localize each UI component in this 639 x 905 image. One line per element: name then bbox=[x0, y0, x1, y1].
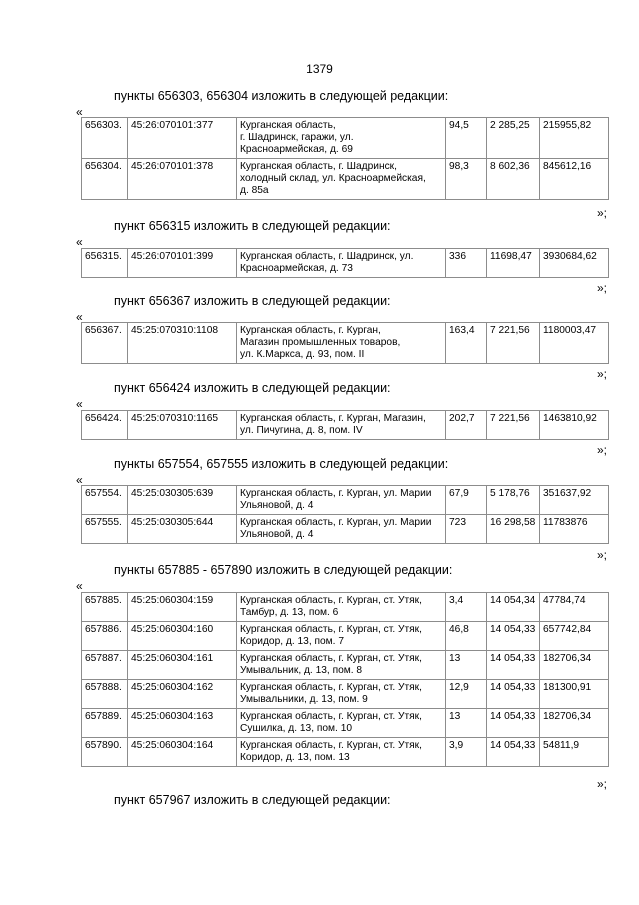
table-row bbox=[82, 593, 609, 622]
table-row bbox=[82, 411, 609, 440]
cell-price: 14 054,33 bbox=[487, 680, 540, 709]
cell-total: 11783876 bbox=[540, 515, 609, 544]
cell-total: 182706,34 bbox=[540, 651, 609, 680]
cell-area: 163,4 bbox=[446, 323, 487, 364]
table-row bbox=[82, 486, 609, 515]
table-row bbox=[82, 515, 609, 544]
cell-price: 2 285,25 bbox=[487, 118, 540, 159]
cell-number: 656304. bbox=[82, 159, 128, 200]
cell-address: Курганская область, г. Шадринск, ул. Красноармейская, д. 73 bbox=[237, 249, 446, 278]
cell-area: 98,3 bbox=[446, 159, 487, 200]
cell-cadastral: 45:25:070310:1165 bbox=[128, 411, 237, 440]
cell-number: 657890. bbox=[82, 738, 128, 767]
cell-number: 657555. bbox=[82, 515, 128, 544]
cell-address: Курганская область, г. Курган, Магазин, ул. Пичугина, д. 8, пом. IV bbox=[237, 411, 446, 440]
record-table bbox=[81, 248, 609, 278]
cell-price: 7 221,56 bbox=[487, 323, 540, 364]
cell-address: Курганская область, г. Курган, ст. Утяк, Коридор, д. 13, пом. 13 bbox=[237, 738, 446, 767]
cell-total: 1180003,47 bbox=[540, 323, 609, 364]
cell-address: Курганская область, г. Курган, ул. Марии Ульяновой, д. 4 bbox=[237, 515, 446, 544]
cell-address: Курганская область, г. Шадринск, гаражи, ул. Красноармейская, д. 69 bbox=[237, 118, 446, 159]
section-intro: пункты 657885 - 657890 изложить в следующей редакции: bbox=[114, 563, 453, 577]
table-row bbox=[82, 159, 609, 200]
quote-close: »; bbox=[597, 443, 608, 457]
record-table bbox=[81, 322, 609, 364]
section-intro: пункт 656424 изложить в следующей редакции: bbox=[114, 381, 391, 395]
table-row bbox=[82, 118, 609, 159]
record-table bbox=[81, 485, 609, 544]
section-intro: пункт 656315 изложить в следующей редакции: bbox=[114, 219, 391, 233]
quote-open: « bbox=[76, 473, 83, 487]
cell-price: 11698,47 bbox=[487, 249, 540, 278]
cell-number: 657885. bbox=[82, 593, 128, 622]
cell-total: 845612,16 bbox=[540, 159, 609, 200]
cell-address: Курганская область, г. Курган, Магазин промышленных товаров, ул. К.Маркса, д. 93, пом. II bbox=[237, 323, 446, 364]
cell-price: 8 602,36 bbox=[487, 159, 540, 200]
cell-price: 14 054,33 bbox=[487, 738, 540, 767]
cell-cadastral: 45:25:060304:161 bbox=[128, 651, 237, 680]
cell-total: 54811,9 bbox=[540, 738, 609, 767]
cell-cadastral: 45:25:030305:639 bbox=[128, 486, 237, 515]
quote-close: »; bbox=[597, 206, 608, 220]
record-table bbox=[81, 592, 609, 767]
cell-cadastral: 45:25:060304:159 bbox=[128, 593, 237, 622]
quote-close: »; bbox=[597, 367, 608, 381]
quote-open: « bbox=[76, 105, 83, 119]
cell-price: 7 221,56 bbox=[487, 411, 540, 440]
cell-price: 14 054,34 bbox=[487, 593, 540, 622]
cell-total: 1463810,92 bbox=[540, 411, 609, 440]
cell-price: 14 054,33 bbox=[487, 622, 540, 651]
cell-total: 351637,92 bbox=[540, 486, 609, 515]
cell-address: Курганская область, г. Шадринск, холодный склад, ул. Красноармейская, д. 85а bbox=[237, 159, 446, 200]
cell-area: 12,9 bbox=[446, 680, 487, 709]
record-table bbox=[81, 117, 609, 200]
cell-cadastral: 45:26:070101:399 bbox=[128, 249, 237, 278]
cell-number: 657886. bbox=[82, 622, 128, 651]
cell-address: Курганская область, г. Курган, ст. Утяк, Тамбур, д. 13, пом. 6 bbox=[237, 593, 446, 622]
cell-area: 67,9 bbox=[446, 486, 487, 515]
cell-address: Курганская область, г. Курган, ст. Утяк, Сушилка, д. 13, пом. 10 bbox=[237, 709, 446, 738]
quote-open: « bbox=[76, 397, 83, 411]
cell-cadastral: 45:25:060304:162 bbox=[128, 680, 237, 709]
cell-number: 656315. bbox=[82, 249, 128, 278]
cell-area: 46,8 bbox=[446, 622, 487, 651]
quote-close: »; bbox=[597, 777, 608, 791]
table-row bbox=[82, 651, 609, 680]
cell-total: 657742,84 bbox=[540, 622, 609, 651]
cell-area: 202,7 bbox=[446, 411, 487, 440]
cell-number: 657888. bbox=[82, 680, 128, 709]
section-intro: пункт 657967 изложить в следующей редакции: bbox=[114, 793, 391, 807]
quote-open: « bbox=[76, 579, 83, 593]
section-intro: пункт 656367 изложить в следующей редакции: bbox=[114, 294, 391, 308]
cell-area: 336 bbox=[446, 249, 487, 278]
cell-area: 94,5 bbox=[446, 118, 487, 159]
cell-number: 656367. bbox=[82, 323, 128, 364]
cell-cadastral: 45:25:060304:164 bbox=[128, 738, 237, 767]
section-intro: пункты 656303, 656304 изложить в следующей редакции: bbox=[114, 89, 449, 103]
cell-price: 14 054,33 bbox=[487, 651, 540, 680]
quote-close: »; bbox=[597, 281, 608, 295]
table-row bbox=[82, 680, 609, 709]
cell-price: 14 054,33 bbox=[487, 709, 540, 738]
cell-area: 723 bbox=[446, 515, 487, 544]
cell-number: 656303. bbox=[82, 118, 128, 159]
cell-total: 182706,34 bbox=[540, 709, 609, 738]
cell-cadastral: 45:25:060304:163 bbox=[128, 709, 237, 738]
table-row bbox=[82, 709, 609, 738]
cell-total: 47784,74 bbox=[540, 593, 609, 622]
table-row bbox=[82, 323, 609, 364]
quote-close: »; bbox=[597, 548, 608, 562]
table-row bbox=[82, 249, 609, 278]
cell-total: 181300,91 bbox=[540, 680, 609, 709]
cell-area: 13 bbox=[446, 709, 487, 738]
table-row bbox=[82, 738, 609, 767]
cell-address: Курганская область, г. Курган, ул. Марии Ульяновой, д. 4 bbox=[237, 486, 446, 515]
cell-address: Курганская область, г. Курган, ст. Утяк, Умывальник, д. 13, пом. 8 bbox=[237, 651, 446, 680]
cell-cadastral: 45:25:070310:1108 bbox=[128, 323, 237, 364]
cell-area: 13 bbox=[446, 651, 487, 680]
cell-total: 215955,82 bbox=[540, 118, 609, 159]
quote-open: « bbox=[76, 310, 83, 324]
cell-cadastral: 45:25:030305:644 bbox=[128, 515, 237, 544]
cell-cadastral: 45:25:060304:160 bbox=[128, 622, 237, 651]
cell-total: 3930684,62 bbox=[540, 249, 609, 278]
cell-address: Курганская область, г. Курган, ст. Утяк, Коридор, д. 13, пом. 7 bbox=[237, 622, 446, 651]
table-row bbox=[82, 622, 609, 651]
cell-number: 657889. bbox=[82, 709, 128, 738]
cell-number: 657887. bbox=[82, 651, 128, 680]
record-table bbox=[81, 410, 609, 440]
cell-cadastral: 45:26:070101:378 bbox=[128, 159, 237, 200]
cell-price: 16 298,58 bbox=[487, 515, 540, 544]
cell-address: Курганская область, г. Курган, ст. Утяк, Умывальники, д. 13, пом. 9 bbox=[237, 680, 446, 709]
page-number: 1379 bbox=[306, 62, 333, 76]
quote-open: « bbox=[76, 235, 83, 249]
cell-cadastral: 45:26:070101:377 bbox=[128, 118, 237, 159]
cell-price: 5 178,76 bbox=[487, 486, 540, 515]
cell-number: 657554. bbox=[82, 486, 128, 515]
cell-number: 656424. bbox=[82, 411, 128, 440]
section-intro: пункты 657554, 657555 изложить в следующей редакции: bbox=[114, 457, 449, 471]
cell-area: 3,4 bbox=[446, 593, 487, 622]
cell-area: 3,9 bbox=[446, 738, 487, 767]
